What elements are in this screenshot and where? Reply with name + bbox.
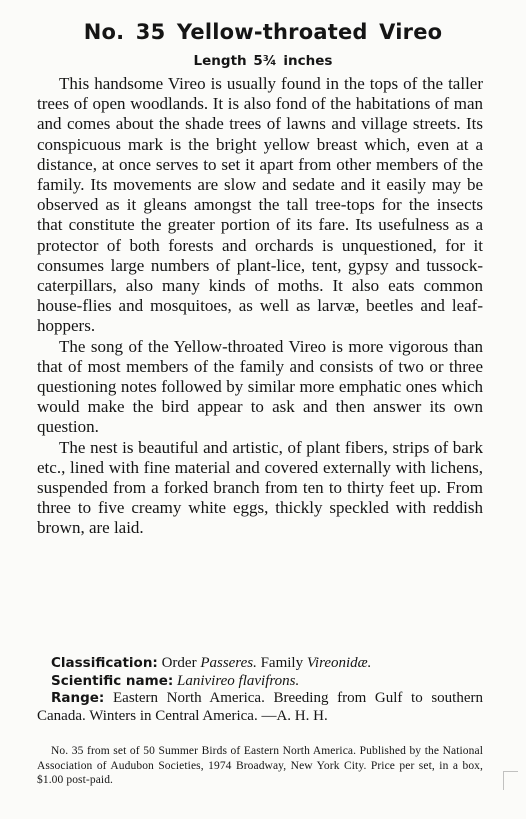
description-paragraph-song: The song of the Yellow-throated Vireo is more vigorous than that of most members of the family and consists of two or three questioning notes followed by similar more emphatic ones which would make the bird appear to ask and then answer its own question.	[37, 336, 483, 437]
classification-label: Classification:	[51, 655, 158, 671]
range-label: Range:	[51, 690, 105, 707]
family-name: Vireonidæ.	[306, 655, 372, 671]
scientific-name-label: Scientific name:	[51, 672, 174, 689]
order-name: Passeres.	[200, 655, 257, 671]
range-text: Eastern North America. Breeding from Gulf to southern Canada. Winters in Central America. —A. H. H.	[37, 690, 484, 724]
description-text	[37, 74, 483, 539]
range-row	[37, 690, 483, 725]
bird-length: Length 5¾ inches	[193, 53, 333, 69]
facts-section	[37, 655, 483, 725]
classification-row	[37, 655, 483, 673]
footer-text: No. 35 from set of 50 Summer Birds of Eastern North America. Published by the National Association of Audubon Societies, 1974 Broadway, New York City. Price per set, in a box, $1.00 post-paid.	[37, 745, 483, 786]
card-title: No. 35 Yellow-throated Vireo	[83, 20, 443, 44]
corner-mark	[503, 771, 518, 790]
family-prefix: Family	[260, 655, 304, 671]
description-paragraph-nest: The nest is beautiful and artistic, of plant fibers, strips of bark etc., lined with fine material and covered externally with lichens, suspended from a forked branch from ten to thirty feet up. From three to five creamy white eggs, thickly speckled with reddish brown, are laid.	[37, 437, 483, 538]
publisher-footer	[37, 744, 483, 788]
description-paragraph-habitat: This handsome Vireo is usually found in the tops of the taller trees of open woodlands. It is also fond of the habitations of man and comes about the shade trees of lawns and village streets. Its conspicuous mark is the bright yellow breast which, even at a distance, at once serves to set it apart from other members of the family. Its movements are slow and sedate and it easily may be observed as it gleans amongst the tall tree-tops for the insects that constitute the greater portion of its fare. Its usefulness as a protector of both forests and orchards is unquestioned, for it consumes large numbers of plant-lice, tent, gypsy and tussock-caterpillars, also many kinds of moths. It also eats common house-flies and mosquitoes, as well as larvæ, beetles and leaf-hoppers.	[37, 74, 483, 336]
scientific-name-row	[37, 673, 483, 691]
scientific-name: Lanivireo flavifrons.	[177, 672, 300, 689]
order-prefix: Order	[161, 655, 197, 671]
